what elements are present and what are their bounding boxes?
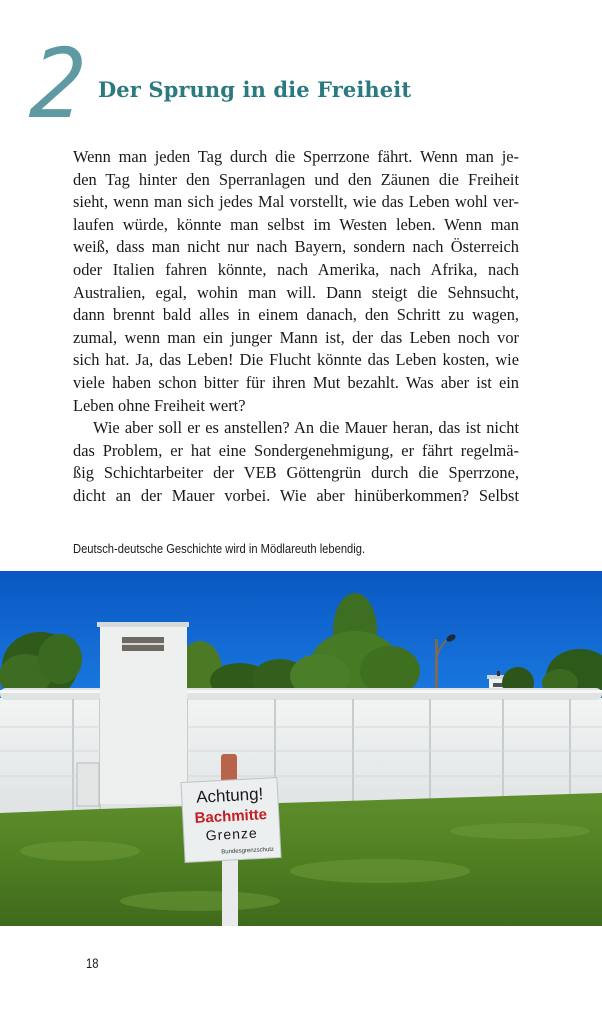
text-line: sieht, wenn man sich jedes Mal vorstellt, wie das Leben wohl ver- <box>73 192 519 212</box>
text-line: viele haben schon bitter für ihren Mut bezahlt. Was aber ist ein <box>73 372 519 392</box>
body-text <box>73 146 519 508</box>
border-wall-photo <box>0 571 602 926</box>
sign-line-2: Bachmitte <box>194 806 268 827</box>
wall-tower <box>97 622 189 804</box>
text-line: Wenn man jeden Tag durch die Sperrzone fährt. Wenn man je- <box>73 147 519 166</box>
text-line: oder Italien fahren könnte, nach Amerika, nach Afrika, nach <box>73 259 519 279</box>
text-line: zumal, wenn man ein junger Mann ist, der das Leben noch vor <box>73 327 519 347</box>
paragraph-1 <box>73 146 519 417</box>
text-line: Australien, egal, wohin man will. Dann steigt die Sehnsucht, <box>73 282 519 302</box>
text-line: den Tag hinter den Sperranlagen und den Zäunen die Freiheit <box>73 169 519 189</box>
sign-line-4: Bundesgrenzschutz <box>221 846 275 856</box>
figure-caption: Deutsch-deutsche Geschichte wird in Mödlareuth lebendig. <box>73 541 366 556</box>
text-line: dann brennt bald alles in einem danach, den Schritt zu wagen, <box>73 305 519 325</box>
text-line: laufen würde, könnte man selbst im Westen leben. Wenn man <box>73 214 519 234</box>
chapter-number: 2 <box>26 28 88 140</box>
text-line: ßig Schichtarbeiter der VEB Göttengrün durch die Sperrzone, <box>73 463 519 483</box>
paragraph-2 <box>73 417 519 507</box>
text-line: sich hat. Ja, das Leben! Die Flucht könnte das Leben kosten, wie <box>73 350 519 370</box>
text-line: Wie aber soll er es anstellen? An die Mauer heran, das ist nicht <box>93 418 519 438</box>
page-number: 18 <box>86 955 99 971</box>
text-line: das Problem, er hat eine Sondergenehmigung, er fährt regelmä- <box>73 440 519 460</box>
sign-line-1: Achtung! <box>195 784 264 807</box>
text-line: Leben ohne Freiheit wert? <box>73 395 246 415</box>
text-line: dicht an der Mauer vorbei. Wie aber hinüberkommen? Selbst <box>73 485 519 505</box>
sign-line-3: Grenze <box>205 824 259 844</box>
text-line: weiß, dass man nicht nur nach Bayern, sondern nach Österreich <box>73 237 519 257</box>
chapter-title: Der Sprung in die Freiheit <box>98 77 412 102</box>
